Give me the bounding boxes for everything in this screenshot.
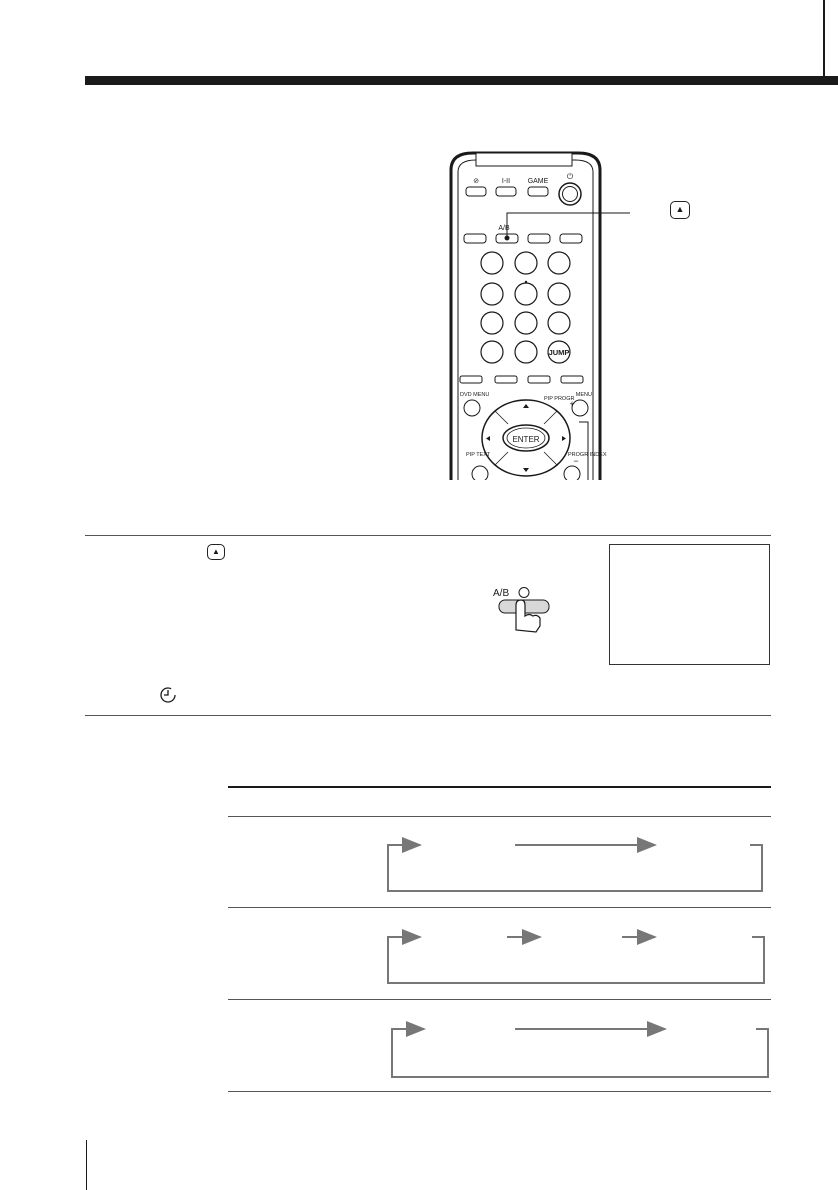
sound-mode-icon: ▲ [670, 201, 690, 219]
pip-progr-label: PIP PROGR [544, 396, 575, 402]
cycle-row-2 [388, 937, 764, 983]
progr-index-label: PROGR INDEX [568, 452, 607, 458]
cycle-row-3 [392, 1029, 768, 1077]
pip-text-label: PIP TEXT [466, 452, 491, 458]
dvd-menu-label: DVD MENU [460, 392, 490, 398]
menu-label: MENU [575, 392, 592, 398]
plus-label: + [569, 399, 575, 409]
svg-text:⏻: ⏻ [566, 172, 574, 181]
ab-label: A/B [498, 225, 510, 232]
cycle-row-1 [388, 845, 762, 891]
press-ab-label: A/B [493, 588, 510, 599]
svg-text:⊘: ⊘ [473, 178, 479, 185]
enter-label: ENTER [512, 435, 540, 444]
margin-line [86, 1140, 87, 1190]
jump-label: JUMP [548, 348, 570, 357]
minus-label: − [573, 456, 579, 466]
game-label: GAME [527, 178, 549, 185]
sound-mode-step-icon: ▲ [207, 544, 225, 560]
svg-text:I-II: I-II [501, 178, 511, 185]
